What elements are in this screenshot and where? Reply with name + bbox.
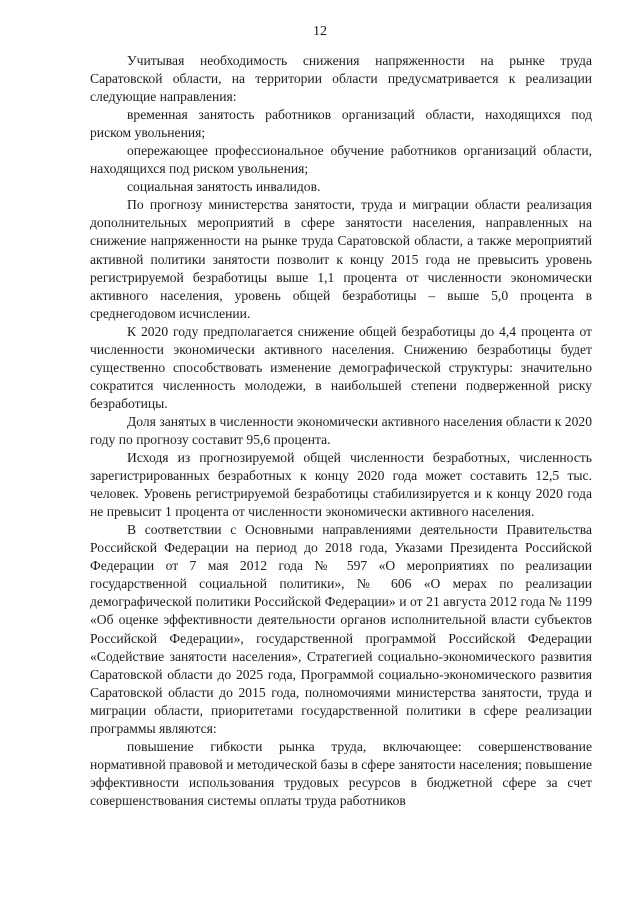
paragraph: временная занятость работников организаций области, находящихся под риском увольнения; bbox=[90, 107, 592, 141]
paragraph: Исходя из прогнозируемой общей численности безработных, численность зарегистрированных безработных к концу 2020 года может составить 12,5 тыс. человек. Уровень регистрируемой безработицы стабилизируется и к концу 2020 года не превысит 1 процента от численности экономически активного населения. bbox=[90, 450, 592, 520]
paragraph: социальная занятость инвалидов. bbox=[127, 179, 321, 195]
paragraph: опережающее профессиональное обучение работников организаций области, находящихся под риском увольнения; bbox=[90, 143, 592, 177]
paragraph: Доля занятых в численности экономически активного населения области к 2020 году по прогнозу составит 95,6 процента. bbox=[90, 413, 592, 447]
paragraph: К 2020 году предполагается снижение общей безработицы до 4,4 процента от численности экономически активного населения. Снижению безработицы будет существенно способствовать изменение демографической структуры: значительно сократится численность молодежи, в наибольшей степени подверженной риску безработицы. bbox=[90, 323, 592, 411]
paragraph: В соответствии с Основными направлениями деятельности Правительства Российской Федерации на период до 2018 года, Указами Президента Российской Федерации от 7 мая 2012 года № 597 «О мероприятиях по реализации государственной социальной политики», № 606 «О мерах по реализации демографической политики Российской Федерации» и от 21 августа 2012 года № 1199 «Об оценке эффективности деятельности органов исполнительной власти субъектов Российской Федерации», государственной программой Российской Федерации «Содействие занятости населения», Стратегией социально-экономического развития Саратовской области до 2025 года, Программой социально-экономического развития Саратовской области до 2015 года, полномочиями министерства занятости, труда и миграции области, приоритетами государственной политики в сфере реализации программы являются: bbox=[90, 522, 592, 736]
paragraph: По прогнозу министерства занятости, труда и миграции области реализация дополнительных мероприятий в сфере занятости населения, направленных на снижение напряженности на рынке труда Саратовской области, а также мероприятий активной политики занятости позволит к концу 2015 года не превысить уровень регистрируемой безработицы выше 1,1 процента от численности экономически активного населения, уровень общей безработицы – выше 5,0 процента в среднегодовом исчислении. bbox=[90, 197, 592, 321]
page-number: 12 bbox=[313, 24, 327, 39]
document-body bbox=[90, 52, 592, 810]
paragraph: Учитывая необходимость снижения напряженности на рынке труда Саратовской области, на территории области предусматривается к реализации следующие направления: bbox=[90, 53, 592, 105]
paragraph: повышение гибкости рынка труда, включающее: совершенствование нормативной правовой и методической базы в сфере занятости населения; повышение эффективности использования трудовых ресурсов в бюджетной сфере за счет совершенствования системы оплаты труда работников bbox=[90, 738, 593, 808]
